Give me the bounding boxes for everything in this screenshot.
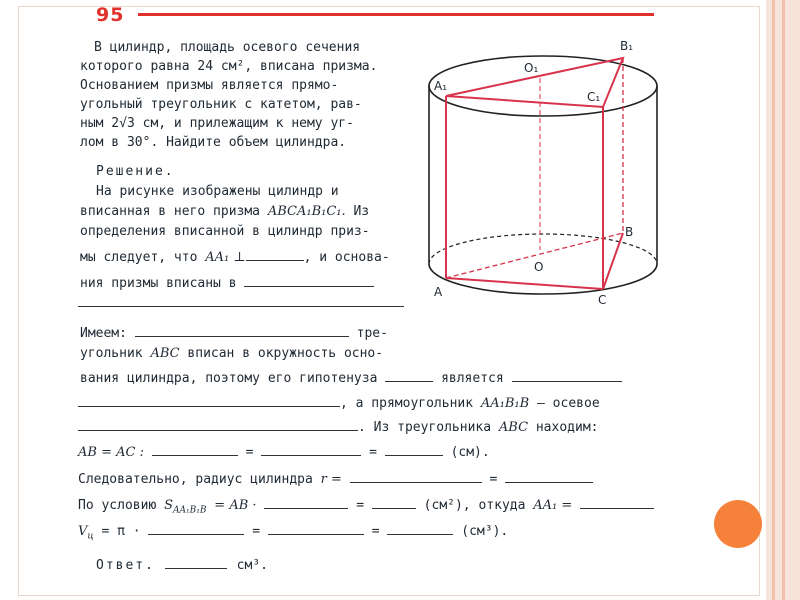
- blank-field[interactable]: [387, 522, 453, 535]
- solution-line-9: , а прямоугольник AA₁B₁B — осевое: [78, 394, 600, 411]
- solution-line-13: По условию $S_{AA_1B_1B}$ = AB · = (см²), откуда AA₁ =: [78, 496, 654, 516]
- blank-field[interactable]: [580, 496, 654, 509]
- decorative-dot: [714, 500, 762, 548]
- blank-field[interactable]: [261, 443, 361, 456]
- blank-field[interactable]: [268, 522, 364, 535]
- label-A: A: [434, 285, 443, 299]
- blank-field[interactable]: [78, 418, 358, 431]
- solution-line-7: угольник ABC вписан в окружность осно-: [80, 346, 384, 361]
- problem-number: 95: [96, 4, 125, 26]
- solution-line-6: Имеем: тре-: [80, 326, 388, 341]
- problem-line-2: которого равна 24 см², вписана призма.: [80, 59, 378, 74]
- problem-line-3: Основанием призмы является прямо-: [80, 78, 339, 93]
- answer-field[interactable]: [165, 556, 227, 569]
- label-B: B: [625, 225, 634, 239]
- blank-field[interactable]: [385, 369, 433, 382]
- blank-field[interactable]: [264, 496, 348, 509]
- blank-field[interactable]: [372, 496, 416, 509]
- solution-line-4: мы следует, что AA₁ ⊥ , и основа-: [80, 250, 390, 265]
- solution-line-10: . Из треугольника ABC находим:: [78, 418, 598, 435]
- label-O: O: [534, 260, 544, 274]
- problem-line-4: угольный треугольник с катетом, рав-: [80, 97, 362, 112]
- problem-line-6: лом в 30°. Найдите объем цилиндра.: [80, 135, 347, 150]
- solution-line-2: вписанная в него призма ABCA₁B₁C₁. Из: [80, 204, 370, 219]
- decorative-stripe: [766, 0, 800, 600]
- blank-field[interactable]: [350, 470, 482, 483]
- label-C1: C₁: [587, 90, 601, 104]
- solution-line-3: определения вписанной в цилиндр приз-: [80, 224, 370, 239]
- solution-line-1: На рисунке изображены цилиндр и: [96, 184, 339, 199]
- blank-field[interactable]: [244, 274, 374, 287]
- label-O1: O₁: [524, 61, 539, 75]
- blank-field[interactable]: [152, 443, 238, 456]
- blank-field[interactable]: [148, 522, 244, 535]
- blank-field[interactable]: [512, 369, 622, 382]
- blank-field[interactable]: [505, 470, 593, 483]
- blank-field[interactable]: [135, 324, 349, 337]
- edge-CB: [603, 233, 623, 289]
- problem-line-5: ным 2√3 см, и прилежащим к нему уг-: [80, 116, 354, 131]
- solution-line-8: вания цилиндра, поэтому его гипотенуза является: [80, 369, 622, 386]
- label-B1: B₁: [620, 39, 634, 53]
- blank-field[interactable]: [385, 443, 443, 456]
- solution-heading: Решение.: [96, 164, 175, 179]
- solution-line-5: ния призмы вписаны в: [80, 274, 374, 291]
- solution-line-11: AB = AC : = = (см).: [78, 445, 490, 460]
- blank-field[interactable]: [78, 394, 340, 407]
- header-rule: [138, 13, 654, 16]
- blank-field[interactable]: [78, 306, 404, 307]
- blank-field[interactable]: [246, 248, 304, 261]
- answer-line: Ответ. см³.: [96, 558, 268, 573]
- solution-line-12: Следовательно, радиус цилиндра r = =: [78, 470, 593, 487]
- label-A1: A₁: [434, 79, 448, 93]
- label-C: C: [598, 293, 607, 307]
- problem-line-1: В цилиндр, площадь осевого сечения: [94, 40, 361, 55]
- solution-line-14: $V_ц = \pi$ · = = (см³).: [78, 524, 509, 542]
- cylinder-figure: [410, 34, 672, 314]
